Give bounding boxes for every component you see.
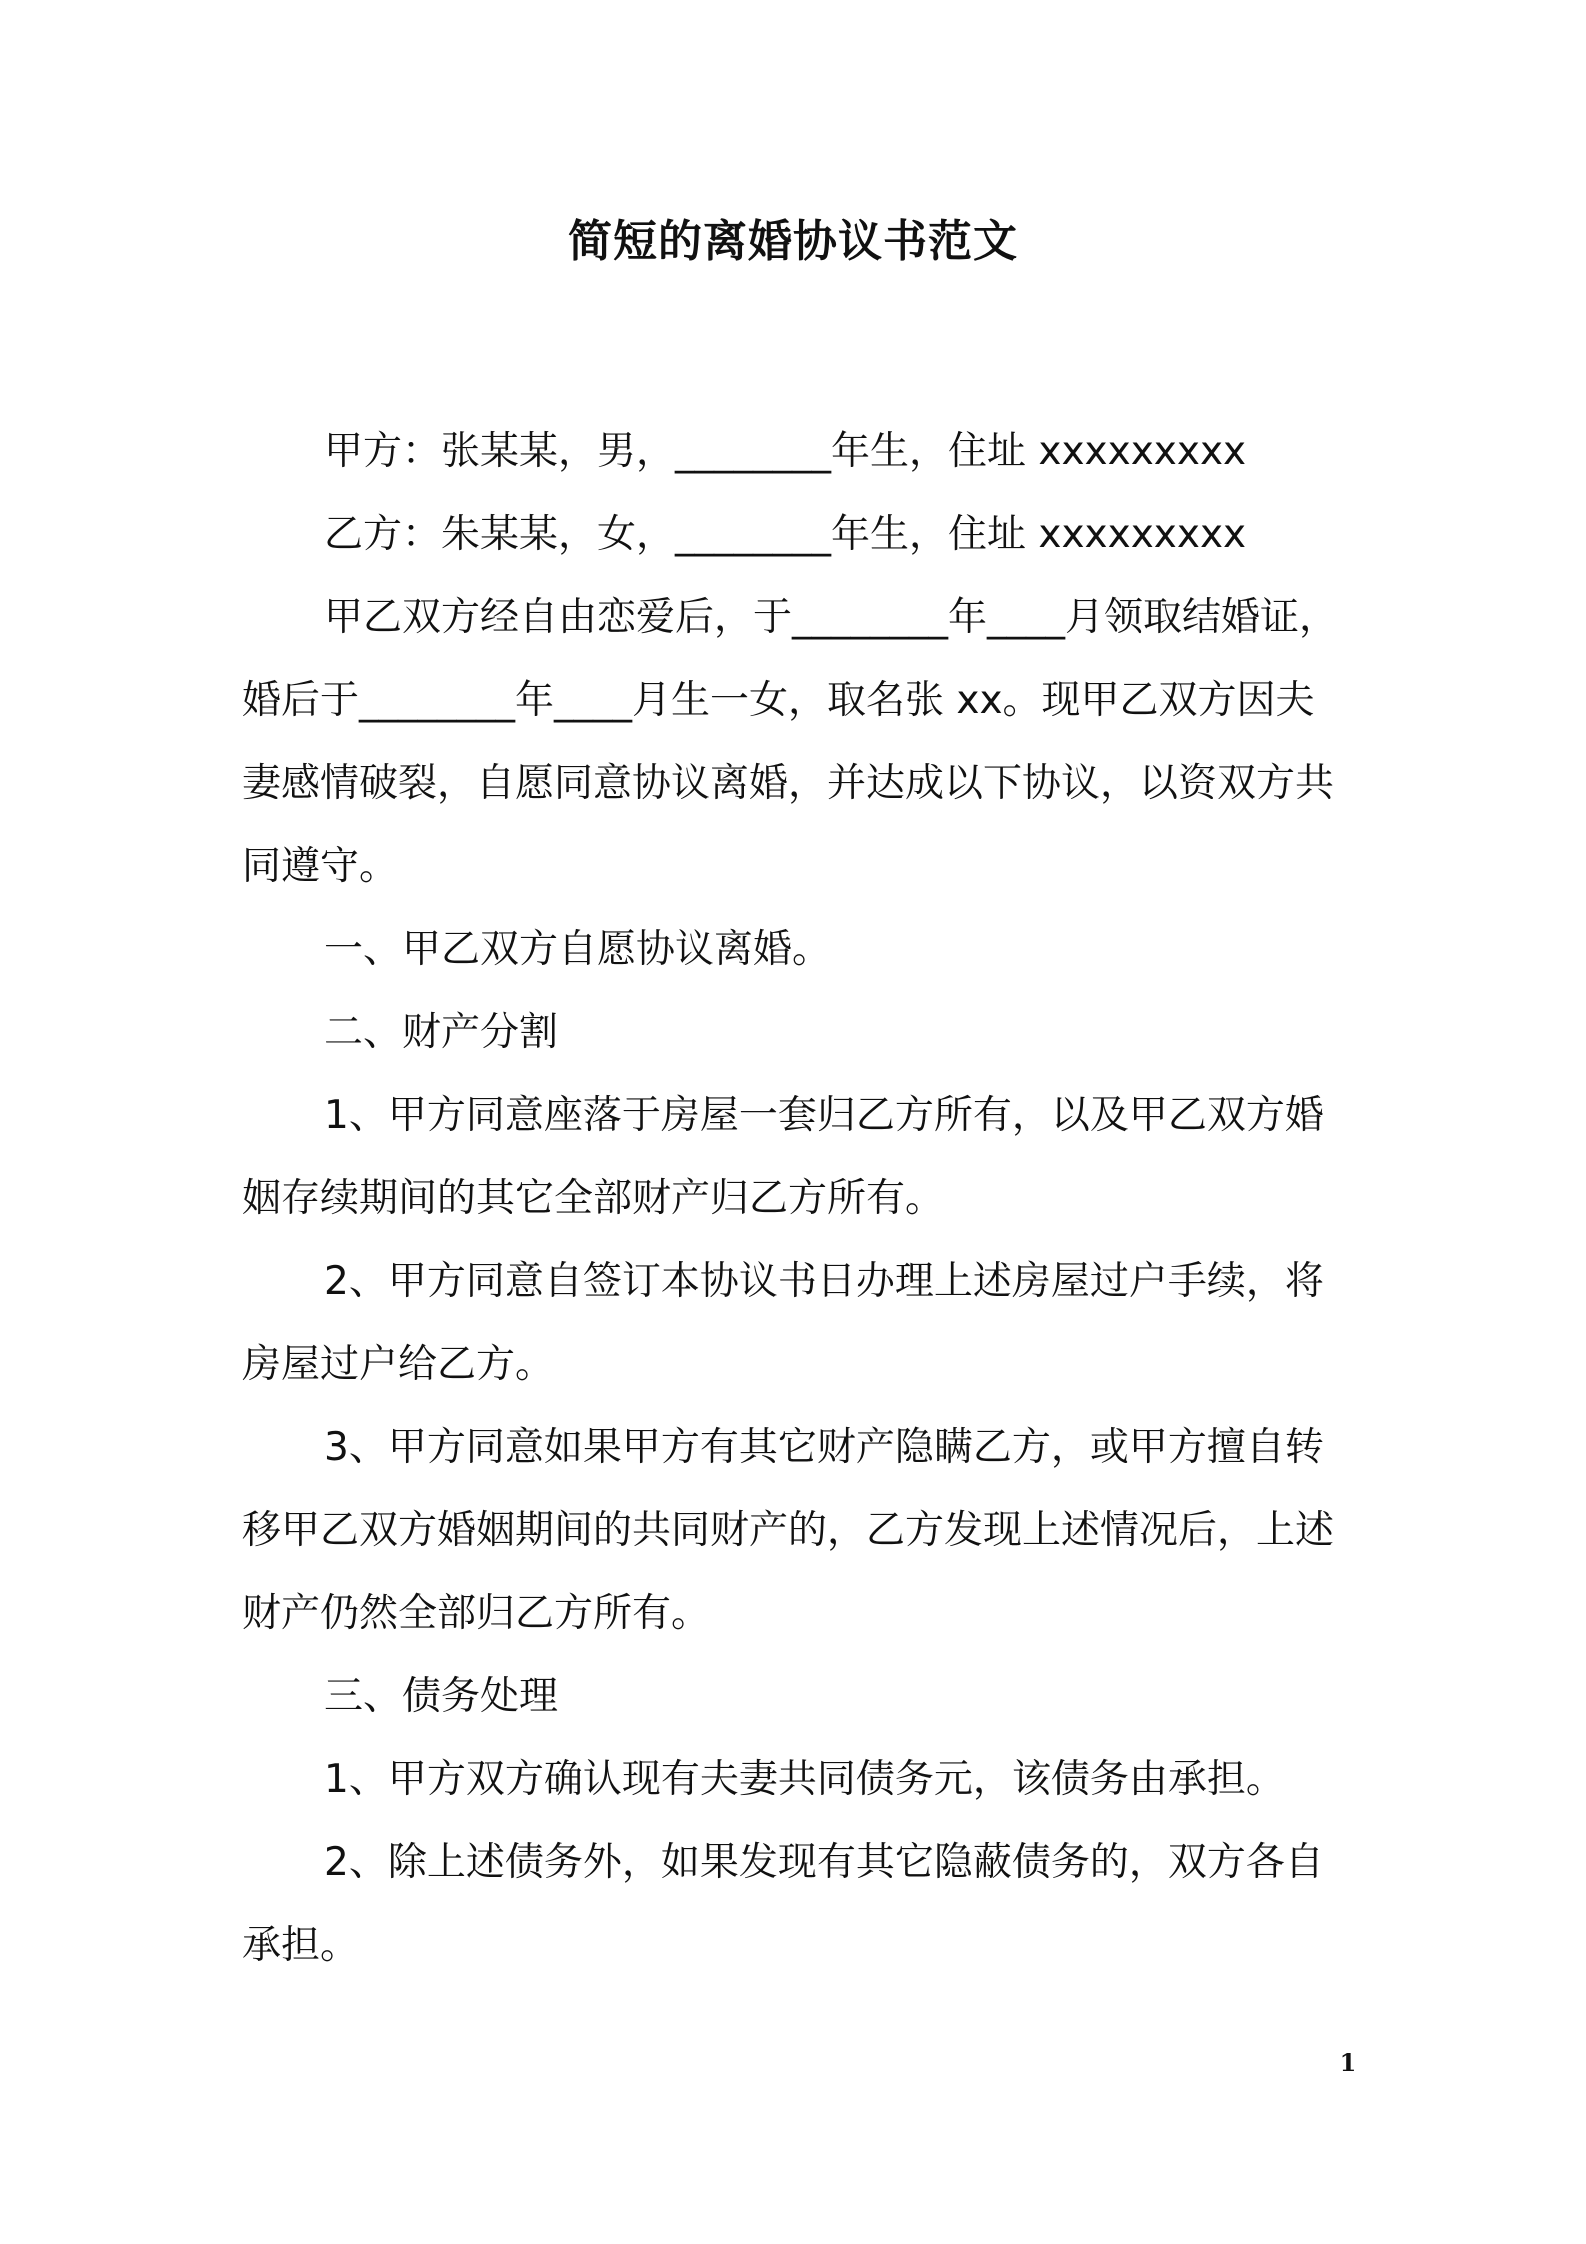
page-number: 1: [1339, 2048, 1357, 2077]
party-a-line: 甲方：张某某，男，________年生，住址 xxxxxxxxx: [324, 429, 1247, 474]
preamble-line: 妻感情破裂，自愿同意协议离婚，并达成以下协议，以资双方共: [242, 761, 1335, 806]
clause-line: 承担。: [242, 1923, 360, 1968]
clause-line: 2、除上述债务外，如果发现有其它隐蔽债务的，双方各自: [324, 1840, 1324, 1885]
clause-line: 3、甲方同意如果甲方有其它财产隐瞒乙方，或甲方擅自转: [324, 1425, 1324, 1470]
clause-line: 2、甲方同意自签订本协议书日办理上述房屋过户手续，将: [324, 1259, 1324, 1304]
section-heading: 三、债务处理: [324, 1674, 559, 1719]
document-title: 简短的离婚协议书范文: [568, 216, 1018, 267]
section-heading: 一、甲乙双方自愿协议离婚。: [324, 927, 832, 972]
document-body: [242, 410, 1382, 1987]
clause-line: 移甲乙双方婚姻期间的共同财产的，乙方发现上述情况后，上述: [242, 1508, 1335, 1553]
clause-line: 房屋过户给乙方。: [242, 1342, 555, 1387]
preamble-line: 甲乙双方经自由恋爱后，于________年____月领取结婚证，: [324, 595, 1339, 640]
party-b-line: 乙方：朱某某，女，________年生，住址 xxxxxxxxx: [324, 512, 1247, 557]
section-heading: 二、财产分割: [324, 1010, 559, 1055]
clause-line: 财产仍然全部归乙方所有。: [242, 1591, 711, 1636]
preamble-line: 婚后于________年____月生一女，取名张 xx。现甲乙双方因夫: [242, 678, 1315, 723]
preamble-line: 同遵守。: [242, 844, 399, 889]
clause-line: 姻存续期间的其它全部财产归乙方所有。: [242, 1176, 945, 1221]
clause-line: 1、甲方双方确认现有夫妻共同债务元，该债务由承担。: [324, 1757, 1285, 1802]
clause-line: 1、甲方同意座落于房屋一套归乙方所有，以及甲乙双方婚: [324, 1093, 1324, 1138]
